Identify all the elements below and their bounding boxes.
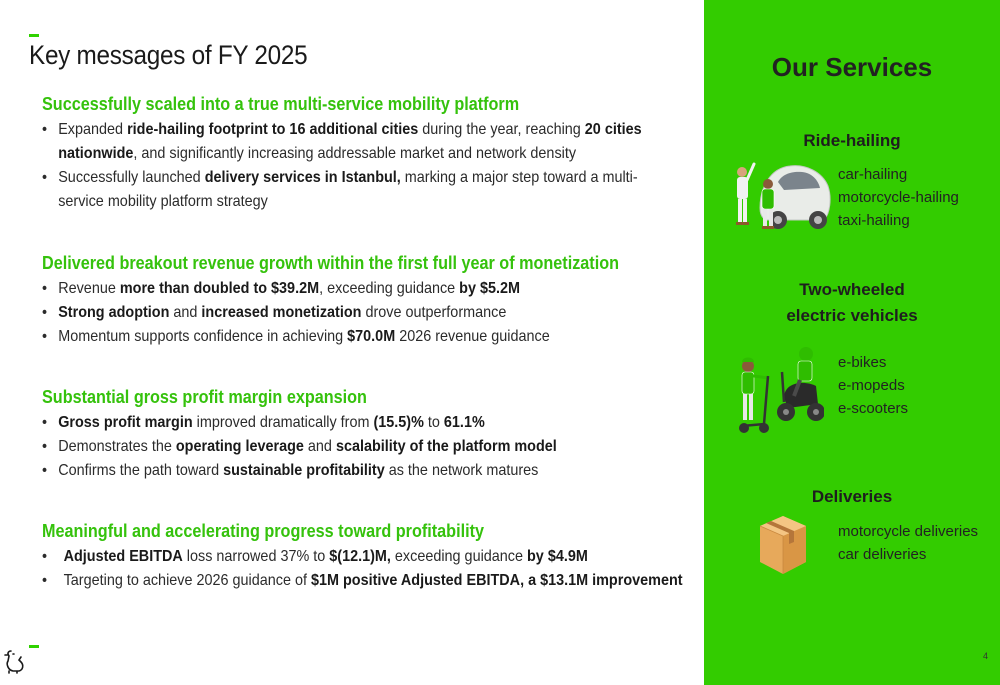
service-item: taxi-hailing [838,212,910,229]
bullet-emphasis: operating leverage [175,438,304,455]
bullet-emphasis: 61.1% [443,414,485,431]
bullet-emphasis: (15.5)% [373,414,424,431]
bullet-text: 2026 revenue guidance [395,328,550,345]
bullet-emphasis: Gross profit margin [58,414,193,431]
bullet-emphasis: Adjusted EBITDA [63,548,183,565]
bullet-emphasis: by $4.9M [527,548,588,565]
top-accent-dash [29,34,39,37]
bullet-emphasis: delivery services in Istanbul, [204,169,401,186]
service-name-line: electric vehicles [786,306,918,325]
bullet-list [42,411,702,483]
bullet-emphasis: more than doubled to $39.2M [119,280,320,297]
section-scaled [42,94,702,214]
bullet-text: , exceeding guidance [319,280,460,297]
section-heading: Successfully scaled into a true multi-service mobility platform [42,94,520,114]
package-box-icon [756,512,810,583]
bullet-item [42,569,685,593]
bullet-text: and [169,304,202,321]
section-heading: Substantial gross profit margin expansion [42,387,367,407]
bullet-text: Expanded [58,121,128,138]
bullet-item [42,166,679,214]
bullet-text: Revenue [58,280,120,297]
services-panel [704,0,1000,685]
bullet-emphasis: $70.0M [347,328,396,345]
section-profitability [42,521,702,593]
bullet-item [42,301,679,325]
section-heading: Delivered breakout revenue growth within the first full year of monetization [42,253,619,273]
service-item: car deliveries [838,546,927,563]
bullet-emphasis: 20 cities nationwide [58,121,642,162]
service-item: motorcycle deliveries [838,523,979,540]
bullet-text: Demonstrates the [58,438,176,455]
bullet-text: improved dramatically from [192,414,374,431]
bullet-text: marking a major step toward a multi-service mobility platform strategy [58,169,638,210]
bullet-item [42,459,679,483]
bullet-emphasis: $1M positive Adjusted EBITDA, a $13.1M improvement [310,572,683,589]
bullet-text: during the year, reaching [418,121,585,138]
service-name-ride-hailing: Ride-hailing [803,131,901,150]
bullet-emphasis: sustainable profitability [223,462,385,479]
page-title: Key messages of FY 2025 [29,40,308,70]
service-items-two-wheeled [838,351,908,420]
bullet-text: , and significantly increasing addressable market and network density [133,145,577,162]
bullet-item [42,277,679,301]
bullet-item [42,325,679,349]
service-name-line: Two-wheeled [799,280,905,299]
service-items-ride-hailing [838,163,959,232]
service-item: e-scooters [838,400,909,417]
bullet-text: and [303,438,336,455]
service-item: e-bikes [838,354,887,371]
bullet-item [42,435,679,459]
bullet-text: Confirms the path toward [58,462,224,479]
bullet-text: Momentum supports confidence in achieving [58,328,348,345]
bullet-list [42,118,702,214]
section-heading: Meaningful and accelerating progress toward profitability [42,521,484,541]
bullet-emphasis: scalability of the platform model [335,438,557,455]
company-logo-icon [4,648,26,679]
service-item: car-hailing [838,166,908,183]
bullet-emphasis: Strong adoption [58,304,170,321]
bottom-accent-dash [29,645,39,648]
bullet-list [42,277,702,349]
section-margin [42,387,702,483]
bullet-item [42,118,679,166]
bullet-list [42,545,702,593]
service-items-deliveries [838,520,978,566]
bullet-emphasis: by $5.2M [459,280,521,297]
bullet-emphasis: increased monetization [201,304,362,321]
bullet-item [42,545,685,569]
service-item: e-mopeds [838,377,905,394]
scooter-riders-icon [734,342,824,441]
bullet-text: loss narrowed 37% to [182,548,330,565]
car-and-people-icon [726,158,834,239]
bullet-text: as the network matures [384,462,539,479]
bullet-text: exceeding guidance [390,548,528,565]
service-name-two-wheeled [704,277,1000,329]
bullet-text: to [423,414,444,431]
service-name-deliveries: Deliveries [811,487,893,506]
services-title: Our Services [771,52,933,82]
bullet-text: drove outperformance [361,304,507,321]
bullet-emphasis: $(12.1)M, [329,548,391,565]
section-revenue [42,253,702,349]
bullet-text: Targeting to achieve 2026 guidance of [63,572,311,589]
service-item: motorcycle-hailing [838,189,959,206]
bullet-emphasis: ride-hailing footprint to 16 additional cities [127,121,419,138]
bullet-item [42,411,679,435]
bullet-text: Successfully launched [58,169,205,186]
page-number: 4 [982,651,988,661]
